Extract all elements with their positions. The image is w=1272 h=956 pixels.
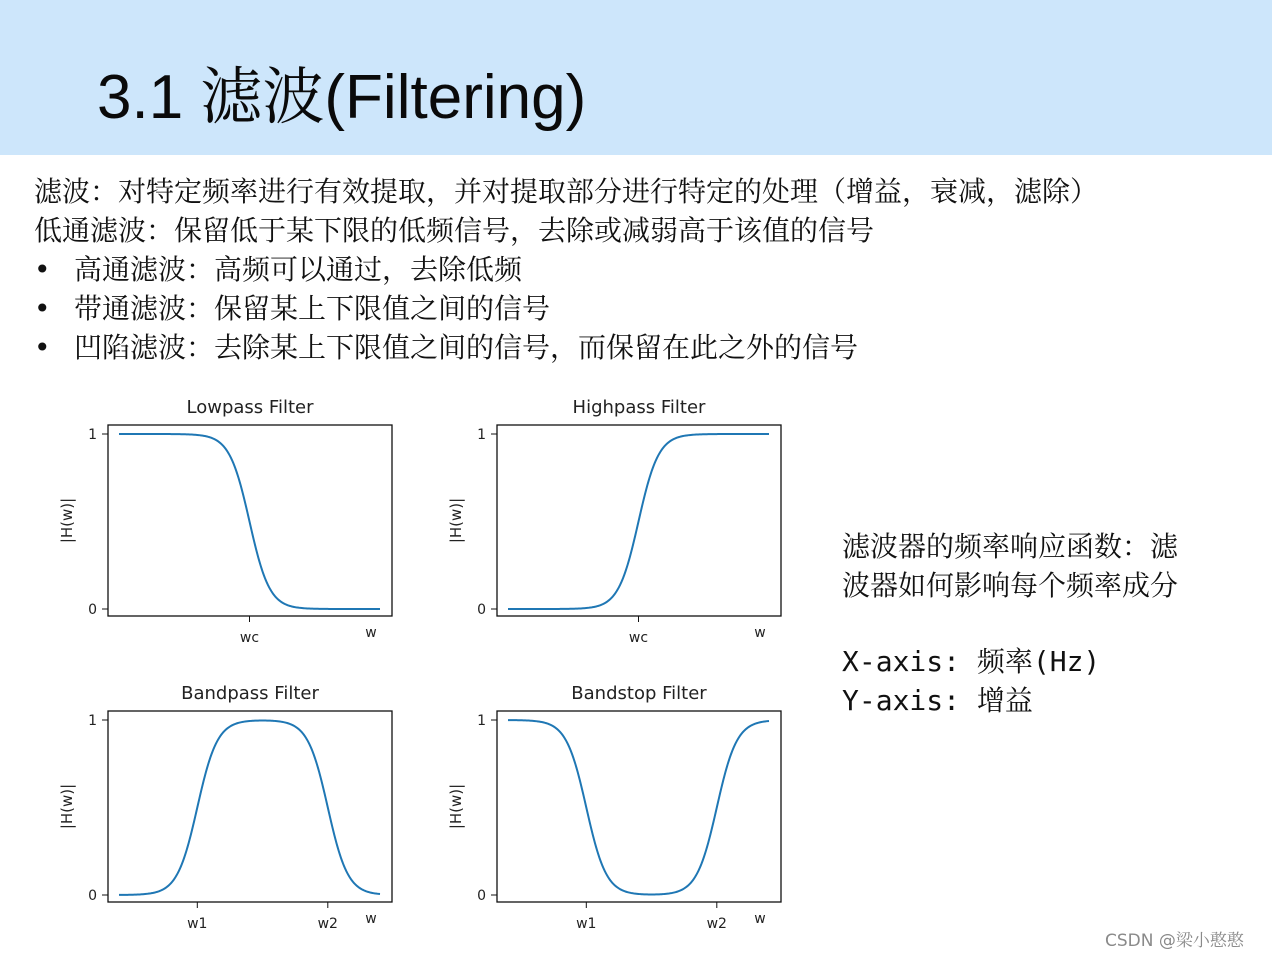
y-tick-label: 1 — [88, 713, 97, 729]
bandstop-filter-chart — [447, 676, 837, 956]
chart-title: Lowpass Filter — [186, 397, 314, 418]
bullet-item — [34, 289, 1264, 328]
highpass-filter-chart — [447, 390, 837, 670]
lowpass-line: 低通滤波：保留低于某下限的低频信号，去除或减弱高于该值的信号 — [34, 214, 875, 247]
y-tick-label: 1 — [477, 713, 486, 729]
bullet-dot-icon: • — [34, 331, 51, 364]
definition-line: 滤波：对特定频率进行有效提取，并对提取部分进行特定的处理（增益，衰减，滤除） — [34, 175, 1099, 208]
bullet-text: 凹陷滤波：去除某上下限值之间的信号，而保留在此之外的信号 — [74, 331, 859, 364]
bullet-item — [34, 328, 1264, 367]
plot-frame — [108, 711, 392, 902]
bullet-text: 高通滤波：高频可以通过，去除低频 — [74, 253, 523, 286]
x-tick-label: w2 — [706, 916, 727, 932]
x-axis-label: w — [365, 625, 377, 641]
note-line: 滤波器的频率响应函数：滤 — [842, 530, 1179, 563]
bullet-text: 带通滤波：保留某上下限值之间的信号 — [74, 292, 551, 325]
x-tick-label: w1 — [187, 916, 208, 932]
body-text — [34, 172, 1264, 367]
chart-title: Bandpass Filter — [181, 683, 319, 704]
chart-title: Highpass Filter — [572, 397, 706, 418]
x-tick-label: w1 — [576, 916, 597, 932]
side-note — [842, 527, 1262, 720]
y-tick-label: 1 — [477, 427, 486, 443]
x-axis-label: w — [754, 625, 766, 641]
y-tick-label: 1 — [88, 427, 97, 443]
bandpass-filter-chart — [58, 676, 448, 956]
bullet-dot-icon: • — [34, 253, 51, 286]
x-axis-note: X-axis: 频率(Hz) — [842, 645, 1101, 678]
note-line: 波器如何影响每个频率成分 — [842, 569, 1179, 602]
y-tick-label: 0 — [477, 888, 486, 904]
bullet-item — [34, 250, 1264, 289]
y-tick-label: 0 — [477, 602, 486, 618]
x-axis-label: w — [754, 911, 766, 927]
slide-title: 3.1 滤波(Filtering) — [97, 63, 587, 132]
chart-title: Bandstop Filter — [571, 683, 707, 704]
x-axis-label: w — [365, 911, 377, 927]
x-tick-label: w2 — [317, 916, 338, 932]
bullet-dot-icon: • — [34, 292, 51, 325]
lowpass-filter-chart — [58, 390, 448, 670]
title-banner — [0, 0, 1272, 155]
y-axis-label: |H(w)| — [447, 783, 465, 830]
y-axis-label: |H(w)| — [447, 497, 465, 544]
y-axis-label: |H(w)| — [58, 497, 76, 544]
watermark: CSDN @梁小憨憨 — [1105, 931, 1244, 951]
x-tick-label: wc — [239, 630, 260, 646]
y-tick-label: 0 — [88, 888, 97, 904]
y-axis-note: Y-axis: 增益 — [842, 684, 1033, 717]
y-tick-label: 0 — [88, 602, 97, 618]
y-axis-label: |H(w)| — [58, 783, 76, 830]
x-tick-label: wc — [628, 630, 649, 646]
